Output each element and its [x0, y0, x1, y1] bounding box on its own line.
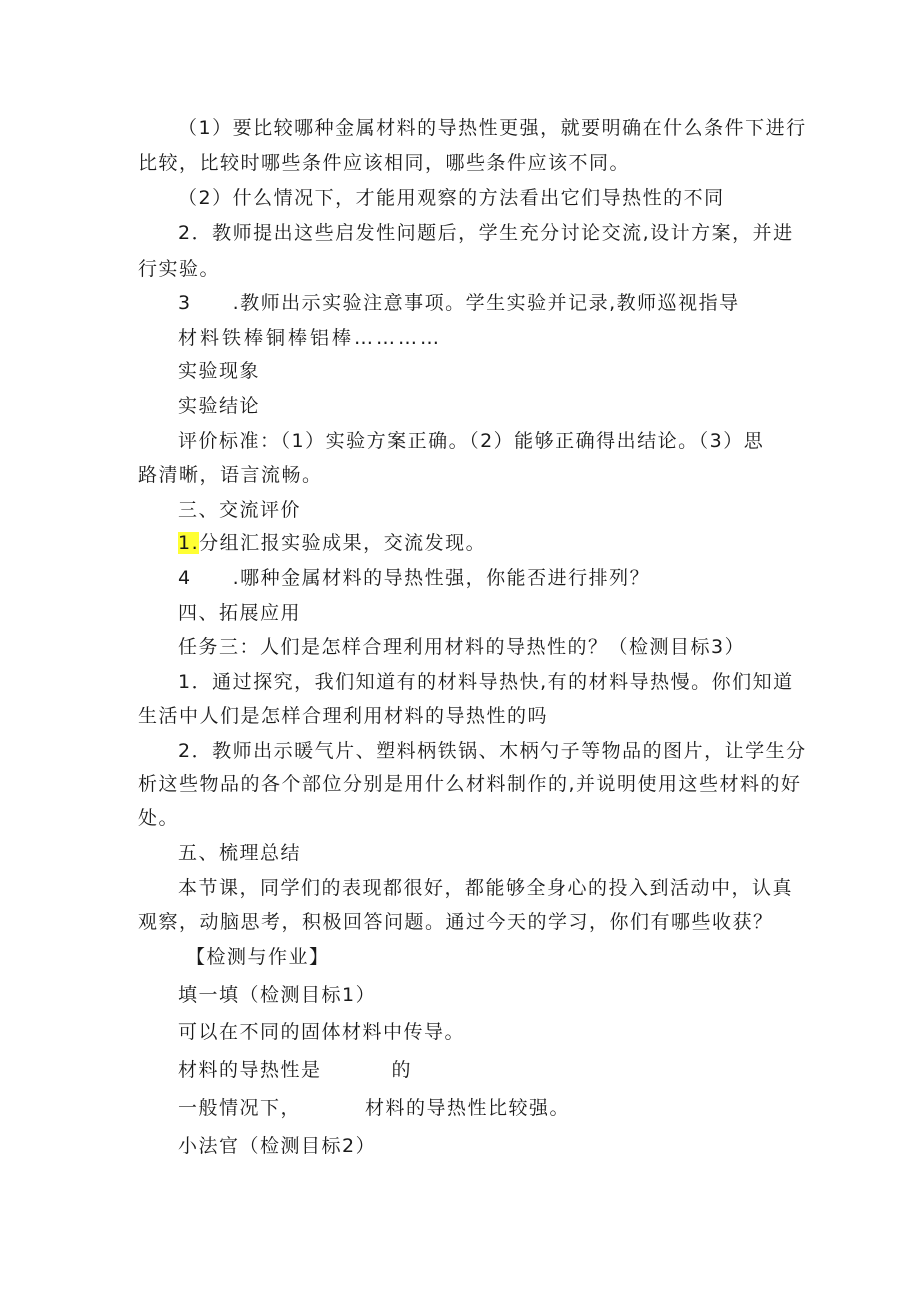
experiment-conclusion-label: 实验结论 — [178, 395, 261, 417]
paragraph-pictures-line-2: 析这些物品的各个部位分别是用什么材料制作的,并说明使用这些材料的好 — [138, 773, 802, 795]
section-heading-4: 四、拓展应用 — [178, 602, 302, 624]
paragraph-step-2-line-2: 行实验。 — [138, 258, 221, 280]
judge-heading: 小法官（检测目标2） — [178, 1135, 377, 1157]
fill-in-item-2-start: 材料的导热性是 — [178, 1059, 322, 1081]
materials-line: 材料铁棒铜棒铝棒………… — [178, 327, 443, 349]
evaluation-criteria-line-1: 评价标准：（1）实验方案正确。（2）能够正确得出结论。（3）思 — [178, 430, 765, 452]
paragraph-step-3: 3 .教师出示实验注意事项。学生实验并记录,教师巡视指导 — [178, 292, 740, 314]
section-heading-3: 三、交流评价 — [178, 499, 302, 521]
paragraph-question-1-line-2: 比较，比较时哪些条件应该相同，哪些条件应该不同。 — [138, 152, 631, 174]
highlighted-number: 1. — [178, 532, 200, 554]
paragraph-pictures-line-3: 处。 — [138, 807, 180, 829]
fill-in-item-3-end: 材料的导热性比较强。 — [365, 1097, 571, 1119]
experiment-phenomenon-label: 实验现象 — [178, 360, 261, 382]
paragraph-step-2-line-1: 2．教师提出这些启发性问题后，学生充分讨论交流,设计方案，并进 — [178, 222, 794, 244]
report-results-text: 分组汇报实验成果，交流发现。 — [199, 532, 487, 554]
summary-line-2: 观察，动脑思考，积极回答问题。通过今天的学习，你们有哪些收获？ — [138, 911, 774, 933]
homework-heading: 【检测与作业】 — [186, 946, 330, 968]
paragraph-question-2: （2）什么情况下，才能用观察的方法看出它们导热性的不同 — [178, 187, 725, 209]
paragraph-explore-line-1: 1．通过探究，我们知道有的材料导热快,有的材料导热慢。你们知道 — [178, 671, 794, 693]
section-heading-5: 五、梳理总结 — [178, 842, 302, 864]
paragraph-explore-line-2: 生活中人们是怎样合理利用材料的导热性的吗 — [138, 705, 549, 727]
task-three-title: 任务三：人们是怎样合理利用材料的导热性的？（检测目标3） — [178, 636, 746, 658]
paragraph-step-4: 4 .哪种金属材料的导热性强，你能否进行排列？ — [178, 567, 651, 589]
paragraph-pictures-line-1: 2．教师出示暖气片、塑料柄铁锅、木柄勺子等物品的图片，让学生分 — [178, 740, 807, 762]
evaluation-criteria-line-2: 路清晰，语言流畅。 — [138, 464, 323, 486]
fill-in-item-3 — [178, 1095, 838, 1121]
paragraph-question-1-line-1: （1）要比较哪种金属材料的导热性更强，就要明确在什么条件下进行 — [178, 117, 807, 139]
fill-in-item-2 — [178, 1057, 838, 1083]
paragraph-report-results — [178, 530, 838, 556]
summary-line-1: 本节课，同学们的表现都很好，都能够全身心的投入到活动中，认真 — [178, 877, 794, 899]
fill-in-heading: 填一填（检测目标1） — [178, 984, 377, 1006]
fill-in-item-2-end: 的 — [391, 1059, 413, 1081]
fill-in-item-1: 可以在不同的固体材料中传导。 — [178, 1021, 466, 1043]
fill-in-item-3-start: 一般情况下， — [178, 1097, 302, 1119]
